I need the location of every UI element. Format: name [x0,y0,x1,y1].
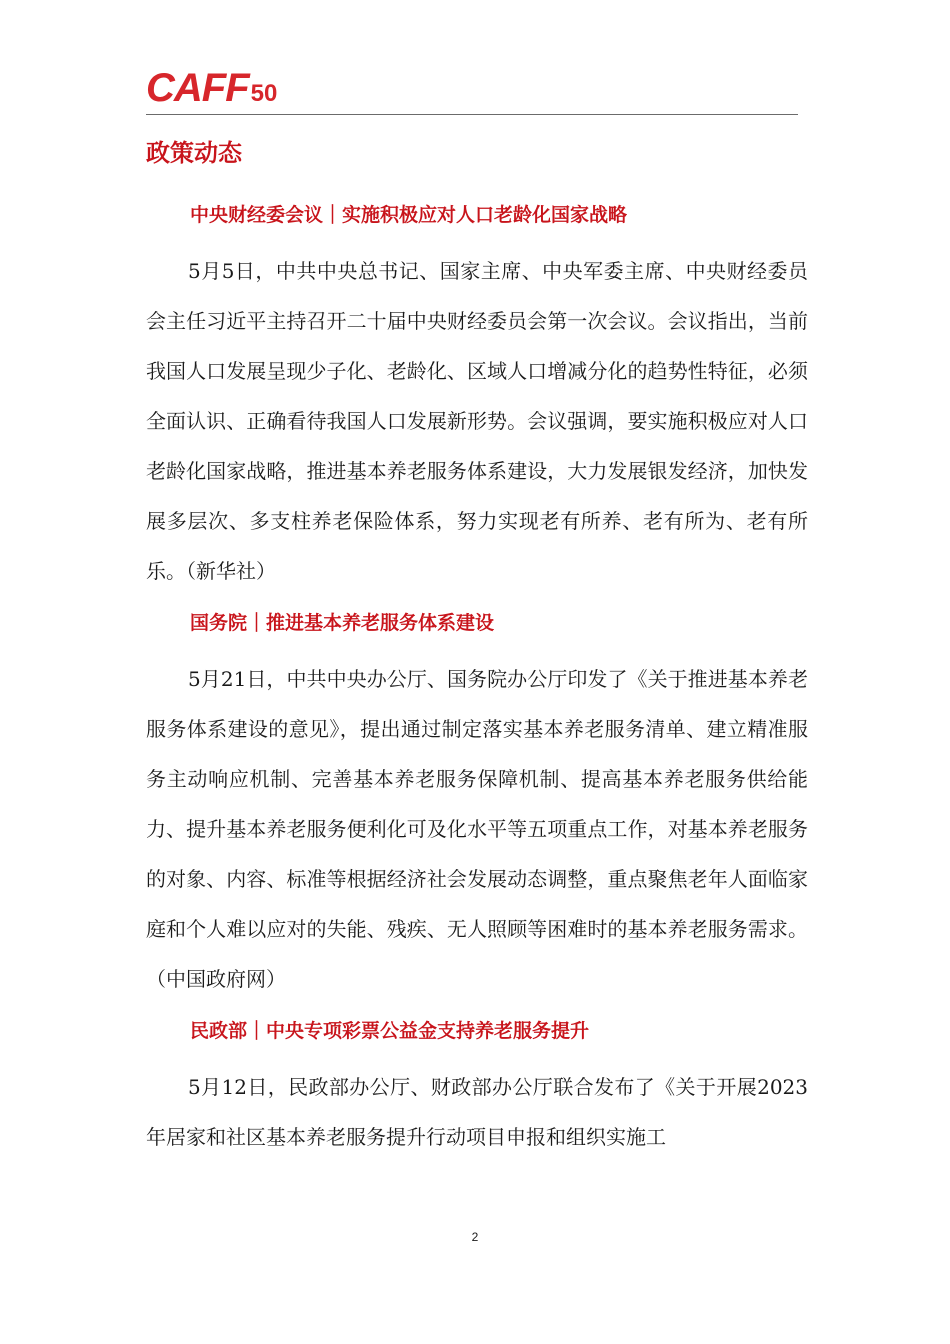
article-content [146,196,808,1170]
logo-number: 50 [250,80,278,107]
news-heading-2: 国务院｜推进基本养老服务体系建设 [190,612,495,634]
page-number: 2 [471,1230,479,1244]
caff50-logo [146,64,277,108]
news-body-3: 5月12日，民政部办公厅、财政部办公厅联合发布了《关于开展2023年居家和社区基本养老服务提升行动项目申报和组织实施工 [146,1075,808,1149]
logo-wordmark: CAFF [146,66,249,110]
news-body-2: 5月21日，中共中央办公厅、国务院办公厅印发了《关于推进基本养老服务体系建设的意见》，提出通过制定落实基本养老服务清单、建立精准服务主动响应机制、完善基本养老服务保障机制、提高基本养老服务供给能力、提升基本养老服务便利化可及化水平等五项重点工作，对基本养老服务的对象、内容、标准等根据经济社会发展动态调整，重点聚焦老年人面临家庭和个人难以应对的失能、残疾、无人照顾等困难时的基本养老服务需求。（中国政府网） [146,667,808,991]
header-divider [146,114,798,115]
news-body-1: 5月5日，中共中央总书记、国家主席、中央军委主席、中央财经委员会主任习近平主持召开二十届中央财经委员会第一次会议。会议指出，当前我国人口发展呈现少子化、老龄化、区域人口增减分化的趋势性特征，必须全面认识、正确看待我国人口发展新形势。会议强调，要实施积极应对人口老龄化国家战略，推进基本养老服务体系建设，大力发展银发经济，加快发展多层次、多支柱养老保险体系，努力实现老有所养、老有所为、老有所乐。（新华社） [146,259,808,583]
news-heading-3: 民政部｜中央专项彩票公益金支持养老服务提升 [190,1020,590,1042]
news-heading-1: 中央财经委会议｜实施积极应对人口老龄化国家战略 [190,204,628,226]
section-title: 政策动态 [146,138,242,167]
